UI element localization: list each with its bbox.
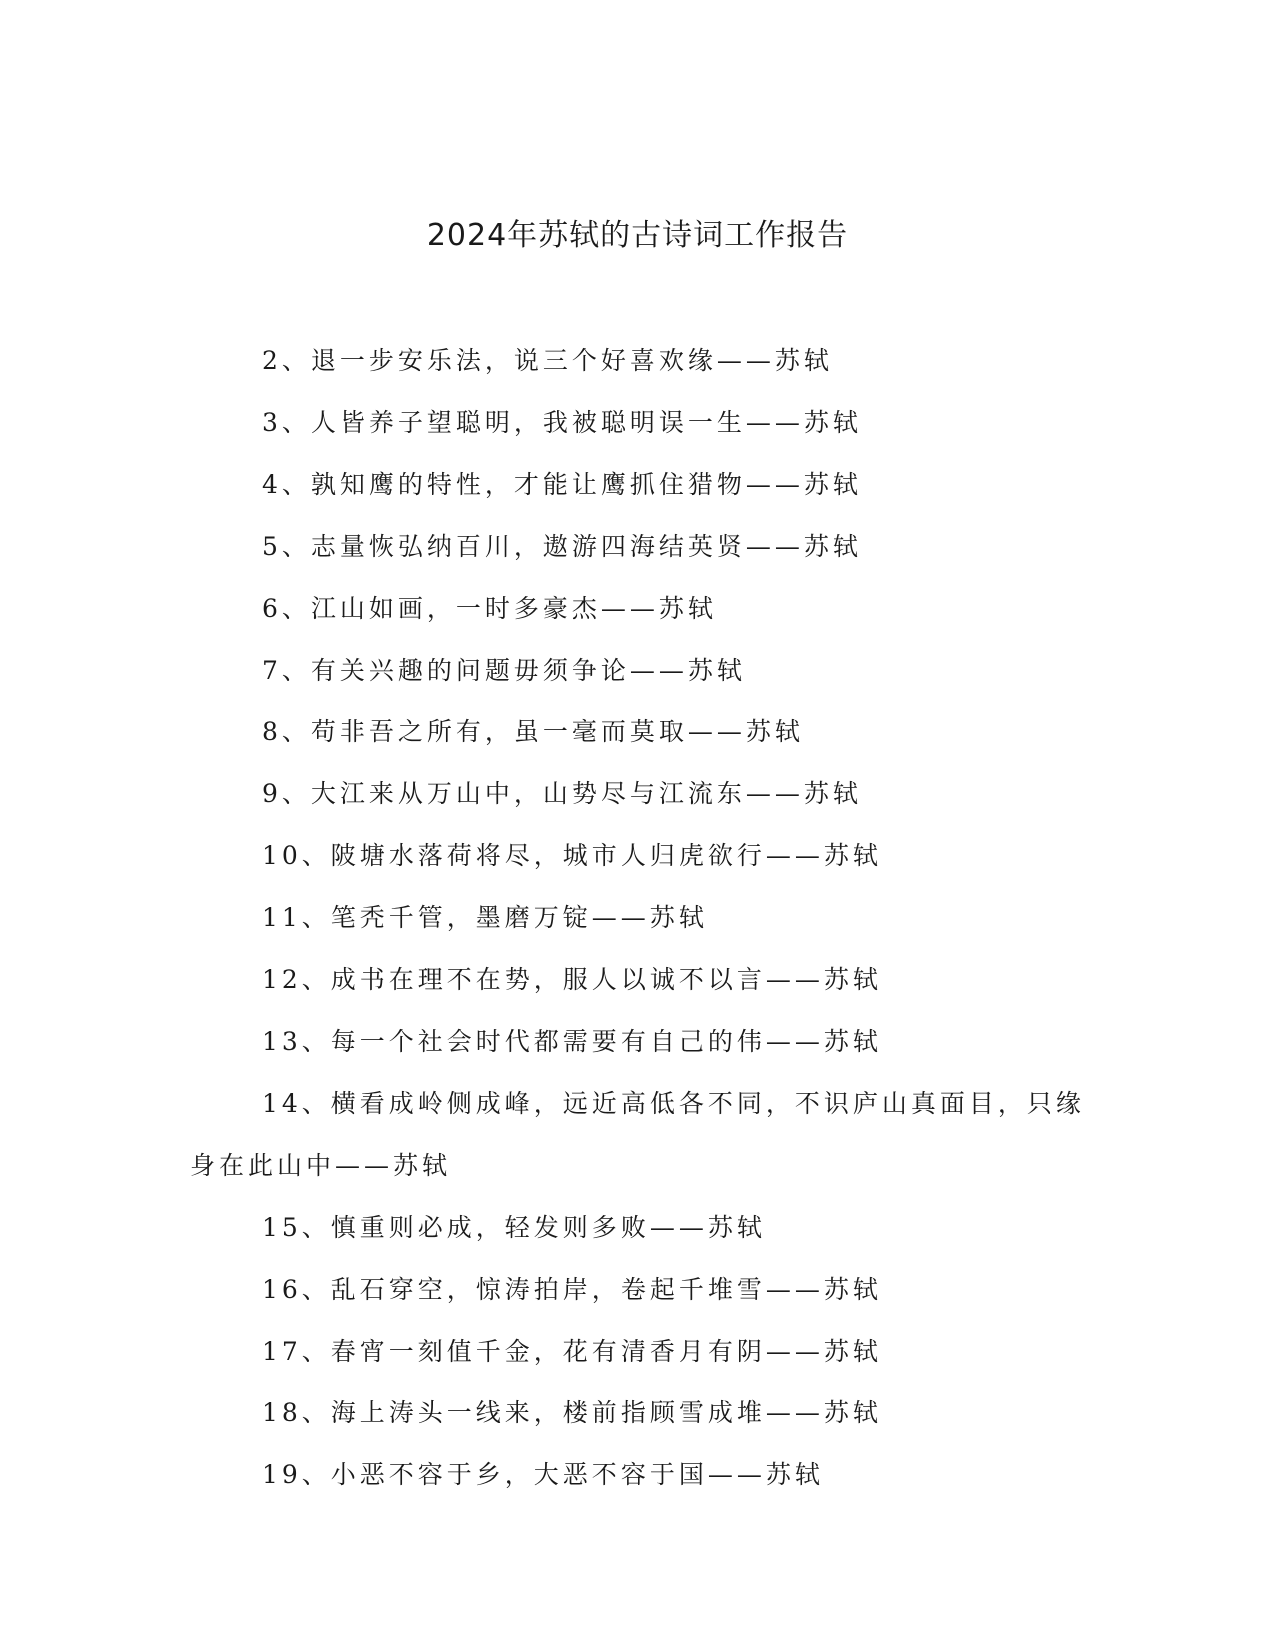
document-title: 2024年苏轼的古诗词工作报告 — [426, 218, 849, 253]
list-item: 18、海上涛头一线来，楼前指顾雪成堆——苏轼 — [262, 1398, 882, 1428]
list-item: 13、每一个社会时代都需要有自己的伟——苏轼 — [262, 1026, 882, 1056]
list-item: 12、成书在理不在势，服人以诚不以言——苏轼 — [262, 965, 882, 995]
list-item: 14、横看成岭侧成峰，远近高低各不同，不识庐山真面目，只缘身在此山中——苏轼 — [190, 1088, 1085, 1180]
list-item: 5、志量恢弘纳百川，遨游四海结英贤——苏轼 — [262, 531, 862, 561]
list-item: 9、大江来从万山中，山势尽与江流东——苏轼 — [262, 779, 862, 809]
list-item: 6、江山如画，一时多豪杰——苏轼 — [262, 593, 717, 623]
list-item: 7、有关兴趣的问题毋须争论——苏轼 — [262, 655, 746, 685]
list-item: 4、孰知鹰的特性，才能让鹰抓住猎物——苏轼 — [262, 469, 862, 499]
list-item: 11、笔秃千管，墨磨万锭——苏轼 — [262, 903, 708, 933]
list-item: 16、乱石穿空，惊涛拍岸，卷起千堆雪——苏轼 — [262, 1274, 882, 1304]
quote-list — [190, 330, 1090, 1506]
list-item: 15、慎重则必成，轻发则多败——苏轼 — [262, 1212, 766, 1242]
list-item: 17、春宵一刻值千金，花有清香月有阴——苏轼 — [262, 1336, 882, 1366]
list-item: 3、人皆养子望聪明，我被聪明误一生——苏轼 — [262, 407, 862, 437]
list-item: 8、苟非吾之所有，虽一毫而莫取——苏轼 — [262, 717, 804, 747]
list-item: 10、陂塘水落荷将尽，城市人归虎欲行——苏轼 — [262, 841, 882, 871]
list-item: 19、小恶不容于乡，大恶不容于国——苏轼 — [262, 1460, 824, 1490]
list-item: 2、退一步安乐法，说三个好喜欢缘——苏轼 — [262, 346, 833, 375]
